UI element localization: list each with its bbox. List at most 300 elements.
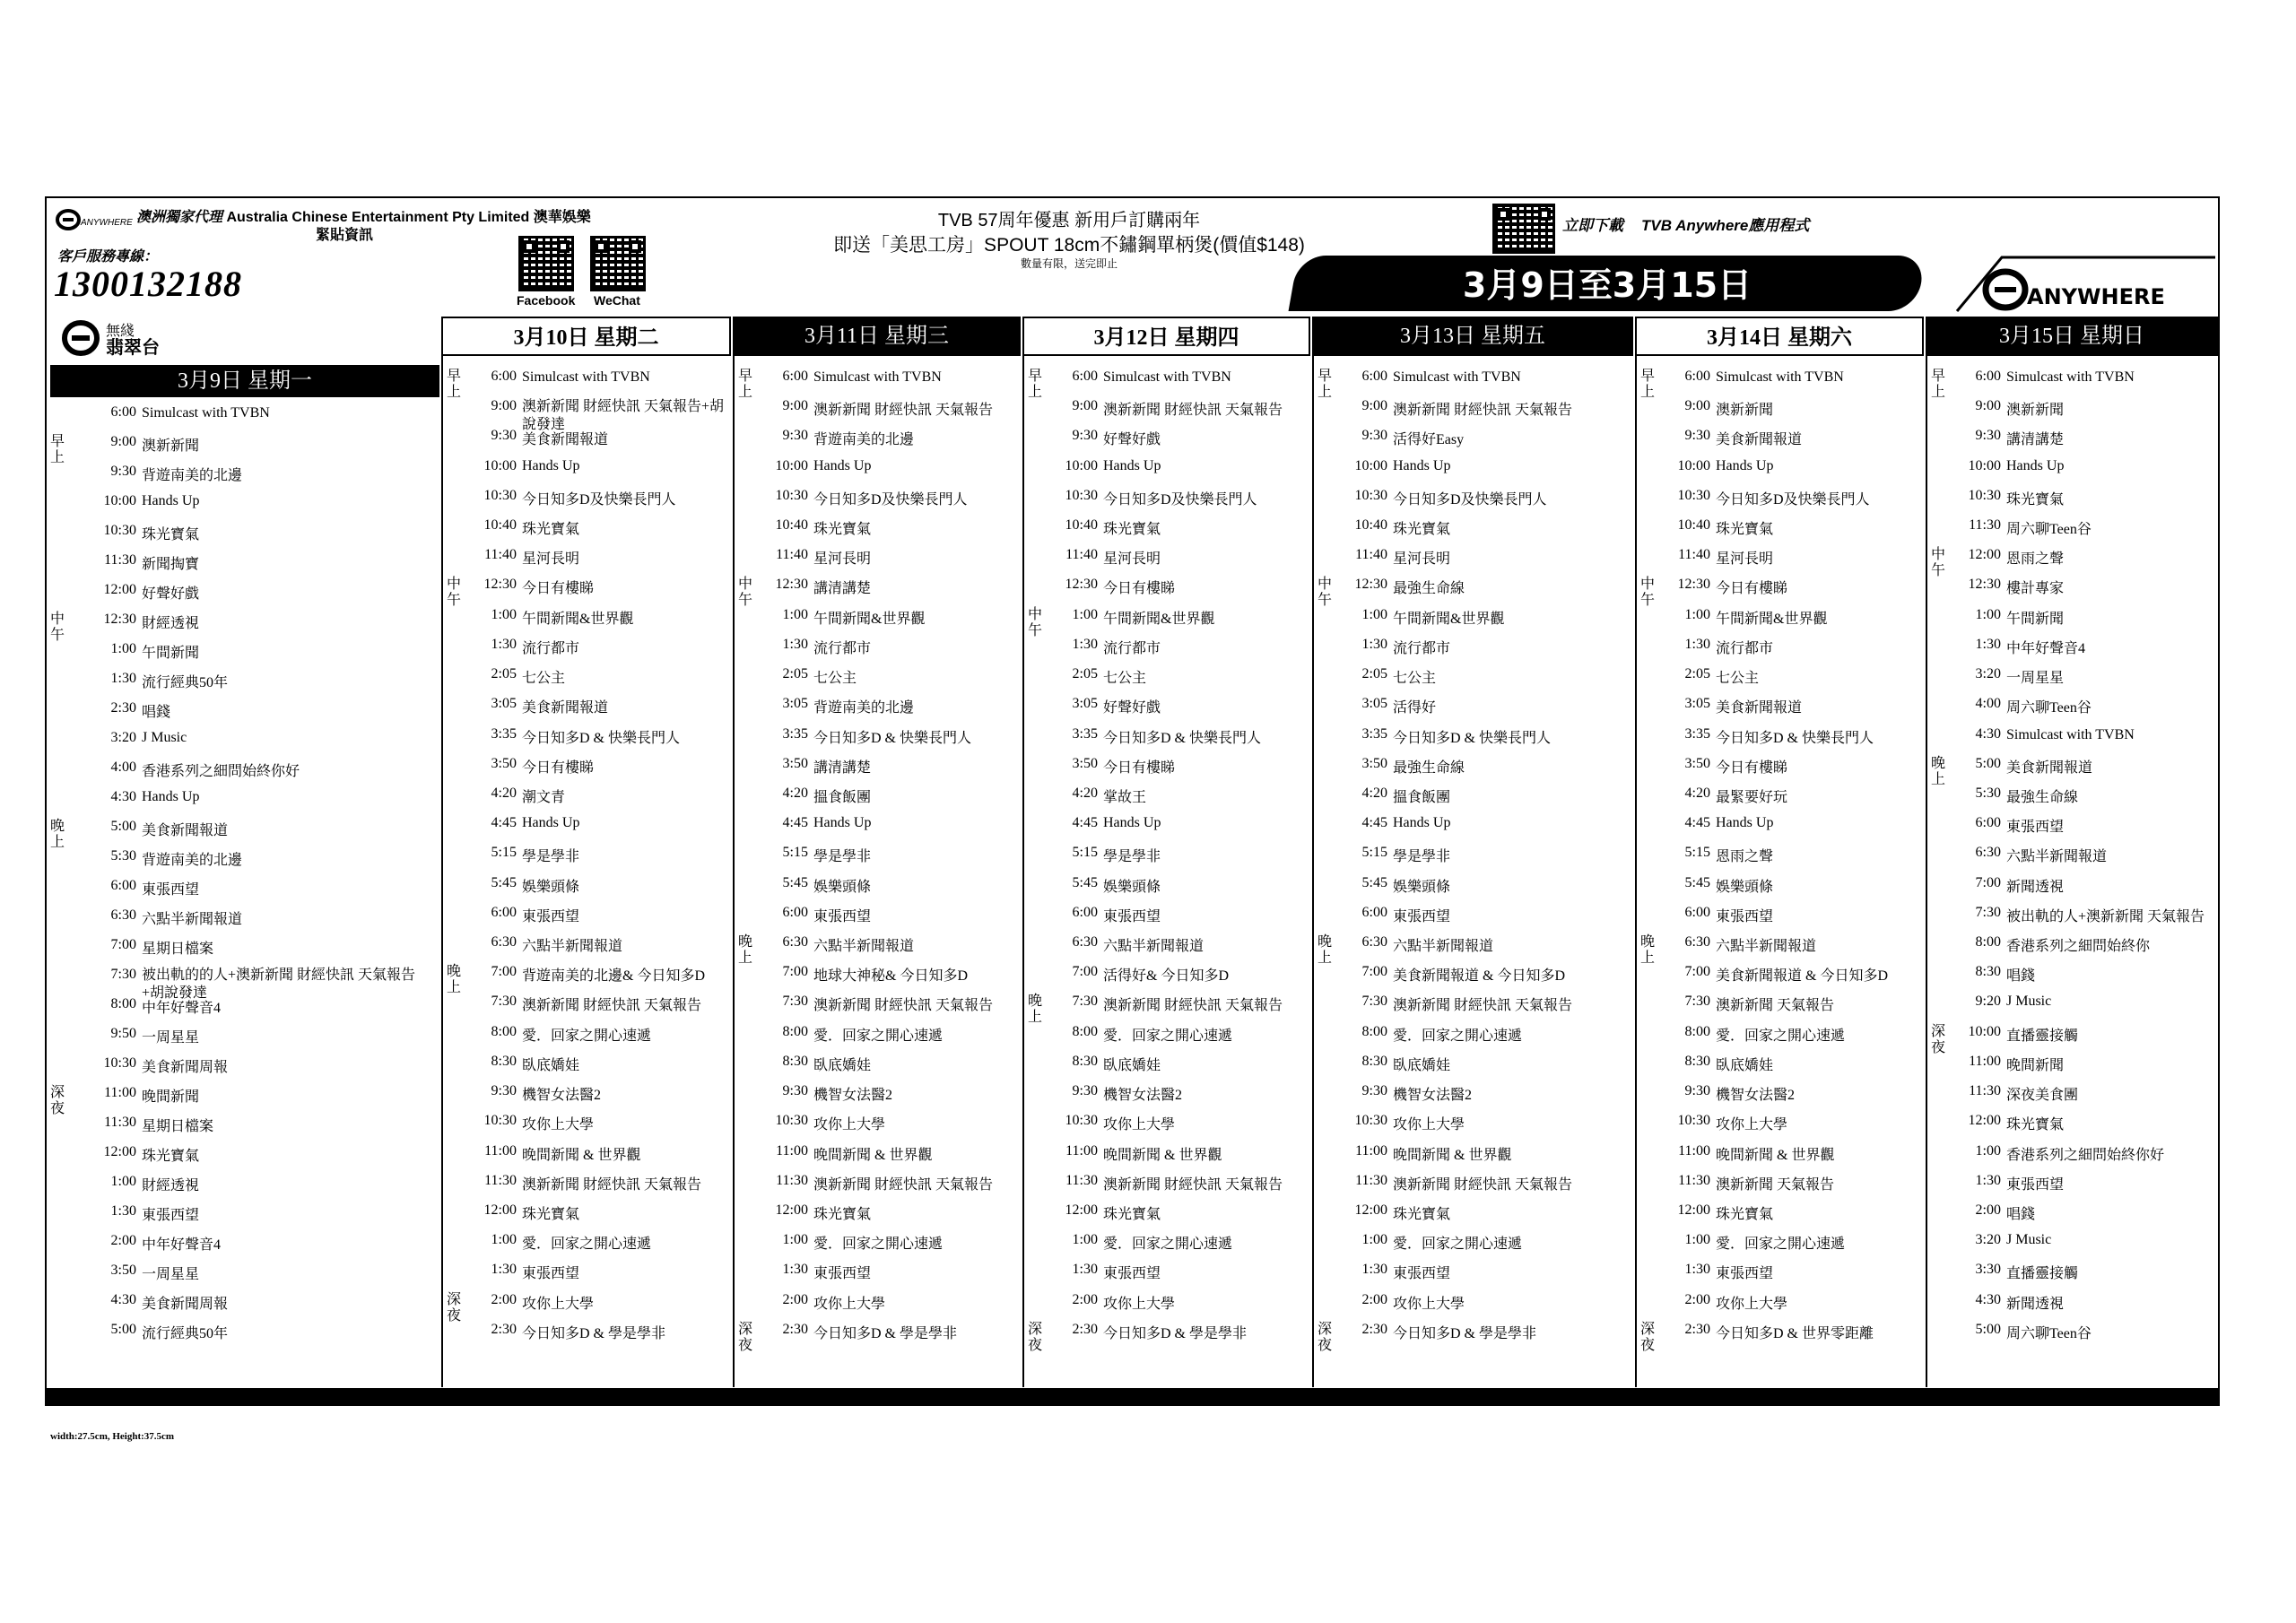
program-title: 最強生命線	[2006, 789, 2079, 805]
program-title: 機智女法醫2	[1716, 1088, 1796, 1104]
time-segment-label: 中午	[1318, 577, 1333, 609]
program-title: 今日有樓睇	[1103, 759, 1176, 776]
program-title: 搵食飯團	[1393, 789, 1451, 805]
program-title: 愛．回家之開心速遞	[522, 1237, 652, 1253]
program-time: 10:40	[1677, 517, 1710, 534]
program-title: 美食新聞周報	[142, 1060, 229, 1075]
program-title: 珠光寶氣	[1103, 522, 1161, 538]
time-segment-label: 晚上	[50, 819, 65, 850]
program-time: 6:00	[491, 904, 517, 920]
program-time: 6:30	[1684, 934, 1710, 950]
program-time: 10:40	[1065, 517, 1098, 534]
program-title: Hands Up	[1393, 457, 1451, 473]
program-title: 臥底嬌娃	[1716, 1057, 1774, 1073]
program-time: 12:00	[103, 1144, 136, 1159]
facebook-qr-caption: Facebook	[517, 293, 576, 308]
day-column-2	[441, 356, 731, 1387]
program-time: 1:30	[1975, 1172, 2001, 1188]
program-time: 5:45	[1684, 874, 1710, 890]
program-time: 11:00	[484, 1142, 517, 1159]
program-title: 機智女法醫2	[1103, 1088, 1183, 1104]
program-title: 直播靈接觸	[2006, 1266, 2079, 1282]
program-time: 4:45	[1684, 815, 1710, 831]
program-time: 11:30	[1969, 517, 2001, 534]
program-title: 星期日檔案	[142, 942, 214, 957]
program-time: 8:00	[1975, 934, 2001, 950]
program-title: 東張西望	[1393, 908, 1451, 924]
program-time: 1:30	[491, 1262, 517, 1278]
program-time: 8:30	[1684, 1053, 1710, 1069]
program-time: 7:30	[1975, 904, 2001, 920]
program-title: 東張西望	[1393, 1266, 1451, 1282]
program-title: 機智女法醫2	[1393, 1088, 1473, 1104]
program-title: 東張西望	[142, 882, 200, 898]
day-column-1	[47, 356, 439, 1387]
program-time: 6:00	[1684, 904, 1710, 920]
program-title: 六點半新聞報道	[1393, 939, 1494, 955]
program-time: 7:00	[491, 964, 517, 980]
program-title: 六點半新聞報道	[142, 912, 243, 927]
program-time: 1:30	[110, 671, 136, 686]
program-time: 10:30	[775, 1113, 808, 1129]
program-title: 愛．回家之開心速遞	[522, 1028, 652, 1044]
tvb-jade-logo-icon	[61, 320, 231, 356]
program-time: 5:45	[782, 874, 808, 890]
program-title: 七公主	[1103, 671, 1147, 687]
program-time: 6:00	[1072, 369, 1098, 384]
day-header-4: 3月12日 星期四	[1022, 317, 1310, 356]
program-title: J Music	[2006, 1232, 2052, 1248]
program-title: Hands Up	[142, 789, 200, 804]
program-time: 4:45	[491, 815, 517, 831]
program-time: 8:30	[1072, 1053, 1098, 1069]
program-time: 6:30	[1072, 934, 1098, 950]
program-title: 新聞透視	[2006, 879, 2065, 895]
program-title: 東張西望	[813, 908, 872, 924]
program-time: 10:00	[1968, 457, 2001, 473]
program-time: 2:05	[491, 666, 517, 682]
program-time: 1:00	[1361, 1232, 1387, 1248]
anywhere-small-logo-icon	[56, 207, 133, 232]
program-title: 星河長明	[522, 551, 580, 568]
program-title: Hands Up	[1103, 815, 1161, 831]
program-title: 愛．回家之開心速遞	[1103, 1237, 1233, 1253]
program-title: 珠光寶氣	[813, 1206, 872, 1222]
program-title: 背遊南美的北邊	[813, 432, 915, 448]
program-time: 11:00	[1355, 1142, 1387, 1159]
program-title: Simulcast with TVBN	[813, 369, 942, 385]
program-title: 今日知多D & 學是學非	[813, 1325, 958, 1341]
program-time: 10:00	[1968, 1023, 2001, 1039]
agent-cn: 澳洲獨家代理	[136, 210, 223, 225]
program-title: 東張西望	[1103, 908, 1161, 924]
program-time: 2:30	[782, 1321, 808, 1337]
program-title: 珠光寶氣	[1103, 1206, 1161, 1222]
program-time: 9:30	[1684, 428, 1710, 444]
program-title: 東張西望	[2006, 820, 2065, 836]
program-title: 周六聊Teen谷	[2006, 522, 2092, 538]
day-column-4	[1022, 356, 1310, 1387]
program-time: 4:00	[1975, 696, 2001, 712]
promo-line-3: 數量有限，送完即止	[1020, 257, 1118, 270]
program-title: 中年好聲音4	[142, 1237, 222, 1253]
program-time: 1:30	[1072, 1262, 1098, 1278]
program-time: 11:40	[1678, 547, 1710, 563]
program-title: 今日知多D及快樂長門人	[813, 491, 968, 508]
program-title: 珠光寶氣	[522, 522, 580, 538]
program-time: 12:00	[1968, 547, 2001, 563]
program-time: 4:20	[782, 785, 808, 801]
program-title: 澳新新聞 財經快訊 天氣報告	[522, 998, 702, 1014]
program-time: 10:30	[483, 1113, 517, 1129]
program-time: 9:00	[782, 398, 808, 414]
program-title: 澳新新聞	[2006, 403, 2065, 419]
program-title: 好聲好戲	[142, 586, 200, 602]
program-time: 3:35	[782, 725, 808, 742]
program-time: 1:30	[782, 636, 808, 652]
program-title: 東張西望	[142, 1208, 200, 1223]
program-time: 10:30	[775, 487, 808, 503]
program-time: 6:30	[782, 934, 808, 950]
program-time: 11:40	[1065, 547, 1098, 563]
program-time: 12:00	[1677, 1202, 1710, 1218]
program-time: 5:45	[1361, 874, 1387, 890]
program-title: 晚間新聞 & 世界觀	[1393, 1147, 1512, 1163]
program-time: 9:00	[1361, 398, 1387, 414]
program-time: 11:40	[776, 547, 808, 563]
program-time: 3:50	[110, 1263, 136, 1278]
program-time: 6:00	[1072, 904, 1098, 920]
time-segment-label: 深夜	[1931, 1023, 1946, 1055]
program-title: 臥底嬌娃	[1393, 1057, 1451, 1073]
program-time: 3:20	[110, 730, 136, 745]
program-title: 六點半新聞報道	[522, 939, 623, 955]
program-time: 8:30	[1361, 1053, 1387, 1069]
program-title: Simulcast with TVBN	[2006, 369, 2135, 385]
day-header-3: 3月11日 星期三	[733, 317, 1021, 356]
time-segment-label: 早上	[50, 434, 65, 465]
program-time: 4:20	[1361, 785, 1387, 801]
program-time: 2:00	[1975, 1202, 2001, 1218]
program-time: 8:30	[491, 1053, 517, 1069]
program-title: 活得好Easy	[1393, 432, 1465, 448]
time-segment-label: 中午	[1028, 606, 1043, 638]
program-title: 愛．回家之開心速遞	[1716, 1237, 1846, 1253]
program-time: 3:05	[1361, 696, 1387, 712]
program-title: 講清講楚	[2006, 432, 2065, 448]
program-time: 3:35	[1361, 725, 1387, 742]
program-time: 5:15	[1361, 845, 1387, 861]
program-title: 攻你上大學	[1103, 1117, 1176, 1133]
program-title: 珠光寶氣	[1716, 522, 1774, 538]
program-title: 好聲好戲	[1103, 700, 1161, 716]
program-time: 9:30	[491, 1083, 517, 1099]
time-segment-label: 晚上	[1028, 994, 1043, 1026]
day-header-1: 3月9日 星期一	[50, 365, 439, 397]
program-title: 背遊南美的北邊	[142, 468, 243, 483]
program-title: 講清講楚	[813, 581, 872, 597]
program-time: 1:30	[1072, 636, 1098, 652]
program-title: 東張西望	[2006, 1176, 2065, 1193]
program-title: 香港系列之細問始終你好	[2006, 1147, 2165, 1163]
time-segment-label: 中午	[1640, 577, 1656, 609]
program-title: 愛．回家之開心速遞	[813, 1237, 944, 1253]
schedule-sheet	[45, 196, 2220, 1406]
program-time: 4:45	[782, 815, 808, 831]
program-time: 6:30	[491, 934, 517, 950]
program-time: 7:30	[1684, 994, 1710, 1010]
program-title: 攻你上大學	[813, 1117, 886, 1133]
program-time: 5:30	[110, 848, 136, 864]
program-title: 今日知多D及快樂長門人	[1393, 491, 1547, 508]
program-time: 1:00	[1684, 1232, 1710, 1248]
program-time: 9:00	[110, 434, 136, 449]
program-title: 澳新新聞 財經快訊 天氣報告	[522, 1176, 702, 1193]
program-title: 晚間新聞	[142, 1089, 200, 1105]
program-title: 今日知多D & 快樂長門人	[522, 730, 681, 746]
program-title: 珠光寶氣	[522, 1206, 580, 1222]
program-title: 搵食飯團	[813, 789, 872, 805]
program-time: 5:15	[782, 845, 808, 861]
program-title: 唱錢	[2006, 968, 2036, 985]
program-time: 8:00	[782, 1023, 808, 1039]
program-title: 東張西望	[1716, 1266, 1774, 1282]
program-time: 1:00	[1072, 1232, 1098, 1248]
time-segment-label: 中午	[738, 577, 753, 609]
program-title: 澳新新聞	[1716, 403, 1774, 419]
program-time: 4:45	[1361, 815, 1387, 831]
program-title: 地球大神秘& 今日知多D	[813, 968, 969, 985]
program-time: 8:00	[1072, 1023, 1098, 1039]
program-title: 澳新新聞 天氣報告	[1716, 998, 1835, 1014]
program-time: 7:00	[110, 937, 136, 952]
time-segment-label: 早上	[1931, 369, 1946, 400]
program-time: 3:05	[1072, 696, 1098, 712]
program-title: Simulcast with TVBN	[1393, 369, 1521, 385]
time-segment-label: 晚上	[738, 934, 753, 967]
program-time: 12:30	[1677, 577, 1710, 593]
program-title: 娛樂頭條	[1393, 879, 1451, 895]
tvb-logo-text-2: 翡翠台	[106, 336, 160, 356]
program-time: 7:00	[1361, 964, 1387, 980]
date-range: 3月9日至3月15日	[1462, 265, 1752, 305]
time-segment-label: 深夜	[738, 1321, 753, 1353]
program-title: 美食新聞報道	[2006, 759, 2093, 776]
program-time: 10:00	[1677, 457, 1710, 473]
program-time: 8:30	[782, 1053, 808, 1069]
program-time: 9:50	[110, 1026, 136, 1041]
program-title: 今日有樓睇	[522, 759, 595, 776]
program-title: 恩雨之聲	[2006, 551, 2065, 568]
program-title: 澳新新聞 財經快訊 天氣報告	[1103, 998, 1283, 1014]
program-time: 10:00	[775, 457, 808, 473]
program-time: 12:00	[775, 1202, 808, 1218]
program-time: 12:00	[1354, 1202, 1387, 1218]
time-segment-label: 早上	[1318, 369, 1333, 400]
program-title: 今日知多D & 學是學非	[522, 1325, 666, 1341]
program-time: 6:00	[782, 904, 808, 920]
wechat-qr-icon[interactable]	[590, 236, 646, 291]
program-time: 12:00	[103, 582, 136, 597]
program-time: 11:30	[1355, 1172, 1387, 1188]
program-title: 午間新聞&世界觀	[1103, 611, 1215, 627]
program-time: 1:00	[782, 606, 808, 622]
program-title: Hands Up	[142, 493, 200, 508]
tvb-logo-cell	[47, 317, 439, 356]
program-title: 澳新新聞 財經快訊 天氣報告	[813, 998, 994, 1014]
program-time: 3:05	[1684, 696, 1710, 712]
program-time: 7:30	[491, 994, 517, 1010]
program-time: 4:30	[110, 1292, 136, 1307]
program-time: 1:00	[491, 606, 517, 622]
program-title: Simulcast with TVBN	[2006, 726, 2135, 742]
program-time: 3:35	[1072, 725, 1098, 742]
program-title: 恩雨之聲	[1716, 849, 1774, 865]
program-title: 七公主	[522, 671, 566, 687]
page-dimensions: width:27.5cm, Height:37.5cm	[50, 1431, 175, 1442]
program-title: 珠光寶氣	[2006, 1117, 2065, 1133]
program-time: 12:00	[483, 1202, 517, 1218]
program-title: 流行都市	[1716, 640, 1774, 656]
program-title: 香港系列之細問始終你好	[142, 764, 300, 779]
program-time: 7:00	[782, 964, 808, 980]
program-time: 3:50	[782, 755, 808, 771]
time-segment-label: 晚上	[1931, 755, 1946, 787]
program-title: 珠光寶氣	[1393, 1206, 1451, 1222]
program-time: 12:30	[1065, 577, 1098, 593]
program-time: 9:00	[1684, 398, 1710, 414]
program-time: 1:30	[1684, 636, 1710, 652]
program-time: 7:00	[1684, 964, 1710, 980]
program-title: 今日知多D & 學是學非	[1393, 1325, 1537, 1341]
program-time: 1:30	[491, 636, 517, 652]
program-title: Hands Up	[1103, 457, 1161, 473]
program-time: 1:00	[110, 1174, 136, 1189]
program-title: 東張西望	[813, 1266, 872, 1282]
program-title: 美食新聞周報	[142, 1297, 229, 1312]
program-title: 珠光寶氣	[142, 527, 200, 542]
program-title: 澳新新聞 天氣報告	[1716, 1176, 1835, 1193]
program-title: 中年好聲音4	[2006, 640, 2086, 656]
program-time: 6:00	[782, 369, 808, 384]
program-time: 5:15	[1684, 845, 1710, 861]
program-title: 學是學非	[1393, 849, 1451, 865]
program-title: J Music	[2006, 994, 2052, 1010]
program-time: 4:00	[110, 759, 136, 775]
program-time: 11:00	[1678, 1142, 1710, 1159]
program-title: 學是學非	[813, 849, 872, 865]
time-segment-label: 晚上	[447, 964, 462, 996]
program-title: Hands Up	[1716, 457, 1774, 473]
program-title: 學是學非	[1103, 849, 1161, 865]
program-title: 活得好	[1393, 700, 1437, 716]
program-title: 背遊南美的北邊	[813, 700, 915, 716]
program-time: 7:30	[1072, 994, 1098, 1010]
program-title: 最強生命線	[1393, 581, 1465, 597]
program-title: 愛．回家之開心速遞	[1393, 1237, 1523, 1253]
program-time: 5:45	[491, 874, 517, 890]
time-segment-label: 深夜	[1640, 1321, 1656, 1353]
program-time: 3:50	[1684, 755, 1710, 771]
program-time: 1:00	[1684, 606, 1710, 622]
app-download-qr-icon[interactable]	[1492, 204, 1555, 254]
program-time: 9:30	[1361, 1083, 1387, 1099]
download-line	[1562, 213, 1809, 235]
program-time: 11:30	[776, 1172, 808, 1188]
program-time: 7:30	[110, 967, 136, 982]
program-title: 周六聊Teen谷	[2006, 1325, 2092, 1341]
program-title: 今日知多D & 世界零距離	[1716, 1325, 1874, 1341]
program-title: 珠光寶氣	[142, 1149, 200, 1164]
promo-line-2: 即送「美思工房」SPOUT 18cm不鏽鋼單柄煲(價值$148)	[833, 235, 1305, 256]
program-title: 澳新新聞 財經快訊 天氣報告	[1103, 403, 1283, 419]
time-segment-label: 晚上	[1640, 934, 1656, 967]
program-time: 5:00	[110, 1322, 136, 1337]
program-title: 直播靈接觸	[2006, 1028, 2079, 1044]
program-time: 10:40	[775, 517, 808, 534]
time-segment-label: 中午	[447, 577, 462, 609]
program-time: 1:00	[1975, 606, 2001, 622]
program-title: 星河長明	[1393, 551, 1451, 568]
program-time: 2:05	[1361, 666, 1387, 682]
program-title: Hands Up	[2006, 457, 2065, 473]
program-time: 2:05	[1684, 666, 1710, 682]
download-app[interactable]: TVB Anywhere應用程式	[1641, 217, 1810, 234]
program-title: 講清講楚	[813, 759, 872, 776]
program-title: 東張西望	[522, 1266, 580, 1282]
time-segment-label: 晚上	[1318, 934, 1333, 967]
facebook-qr-icon[interactable]	[518, 236, 574, 291]
program-title: 六點半新聞報道	[813, 939, 915, 955]
program-title: 流行都市	[1103, 640, 1161, 656]
program-time: 11:30	[104, 552, 136, 568]
day-column-3	[733, 356, 1021, 1387]
program-time: 2:00	[1684, 1291, 1710, 1307]
program-title: 愛．回家之開心速遞	[1103, 1028, 1233, 1044]
program-title: Simulcast with TVBN	[1716, 369, 1844, 385]
program-title: 星河長明	[1103, 551, 1161, 568]
program-title: 午間新聞	[2006, 611, 2065, 627]
program-title: 今日有樓睇	[1716, 759, 1788, 776]
program-title: 周六聊Teen谷	[2006, 700, 2092, 716]
program-title: 七公主	[1716, 671, 1760, 687]
program-time: 5:45	[1072, 874, 1098, 890]
program-title: 澳新新聞 財經快訊 天氣報告	[813, 1176, 994, 1193]
program-title: 東張西望	[522, 908, 580, 924]
program-title: 今日有樓睇	[1103, 581, 1176, 597]
program-time: 5:00	[110, 819, 136, 834]
program-title: 六點半新聞報道	[1103, 939, 1205, 955]
program-time: 11:40	[484, 547, 517, 563]
program-title: 晚間新聞 & 世界觀	[1716, 1147, 1835, 1163]
program-title: 美食新聞報道 & 今日知多D	[1716, 968, 1889, 985]
program-time: 2:30	[1072, 1321, 1098, 1337]
program-title: 財經透視	[142, 616, 200, 631]
program-time: 10:00	[483, 457, 517, 473]
program-time: 11:30	[484, 1172, 517, 1188]
program-title: 攻你上大學	[1393, 1117, 1465, 1133]
program-title: 娛樂頭條	[522, 879, 580, 895]
program-time: 9:30	[1361, 428, 1387, 444]
program-time: 6:30	[110, 907, 136, 923]
program-title: 午間新聞&世界觀	[1716, 611, 1828, 627]
program-title: 愛．回家之開心速遞	[1393, 1028, 1523, 1044]
program-time: 9:30	[1975, 428, 2001, 444]
program-title: 被出軌的人+澳新新聞 天氣報告	[2006, 908, 2205, 924]
program-time: 5:00	[1975, 755, 2001, 771]
program-title: 愛．回家之開心速遞	[1716, 1028, 1846, 1044]
day-column-5	[1312, 356, 1633, 1387]
